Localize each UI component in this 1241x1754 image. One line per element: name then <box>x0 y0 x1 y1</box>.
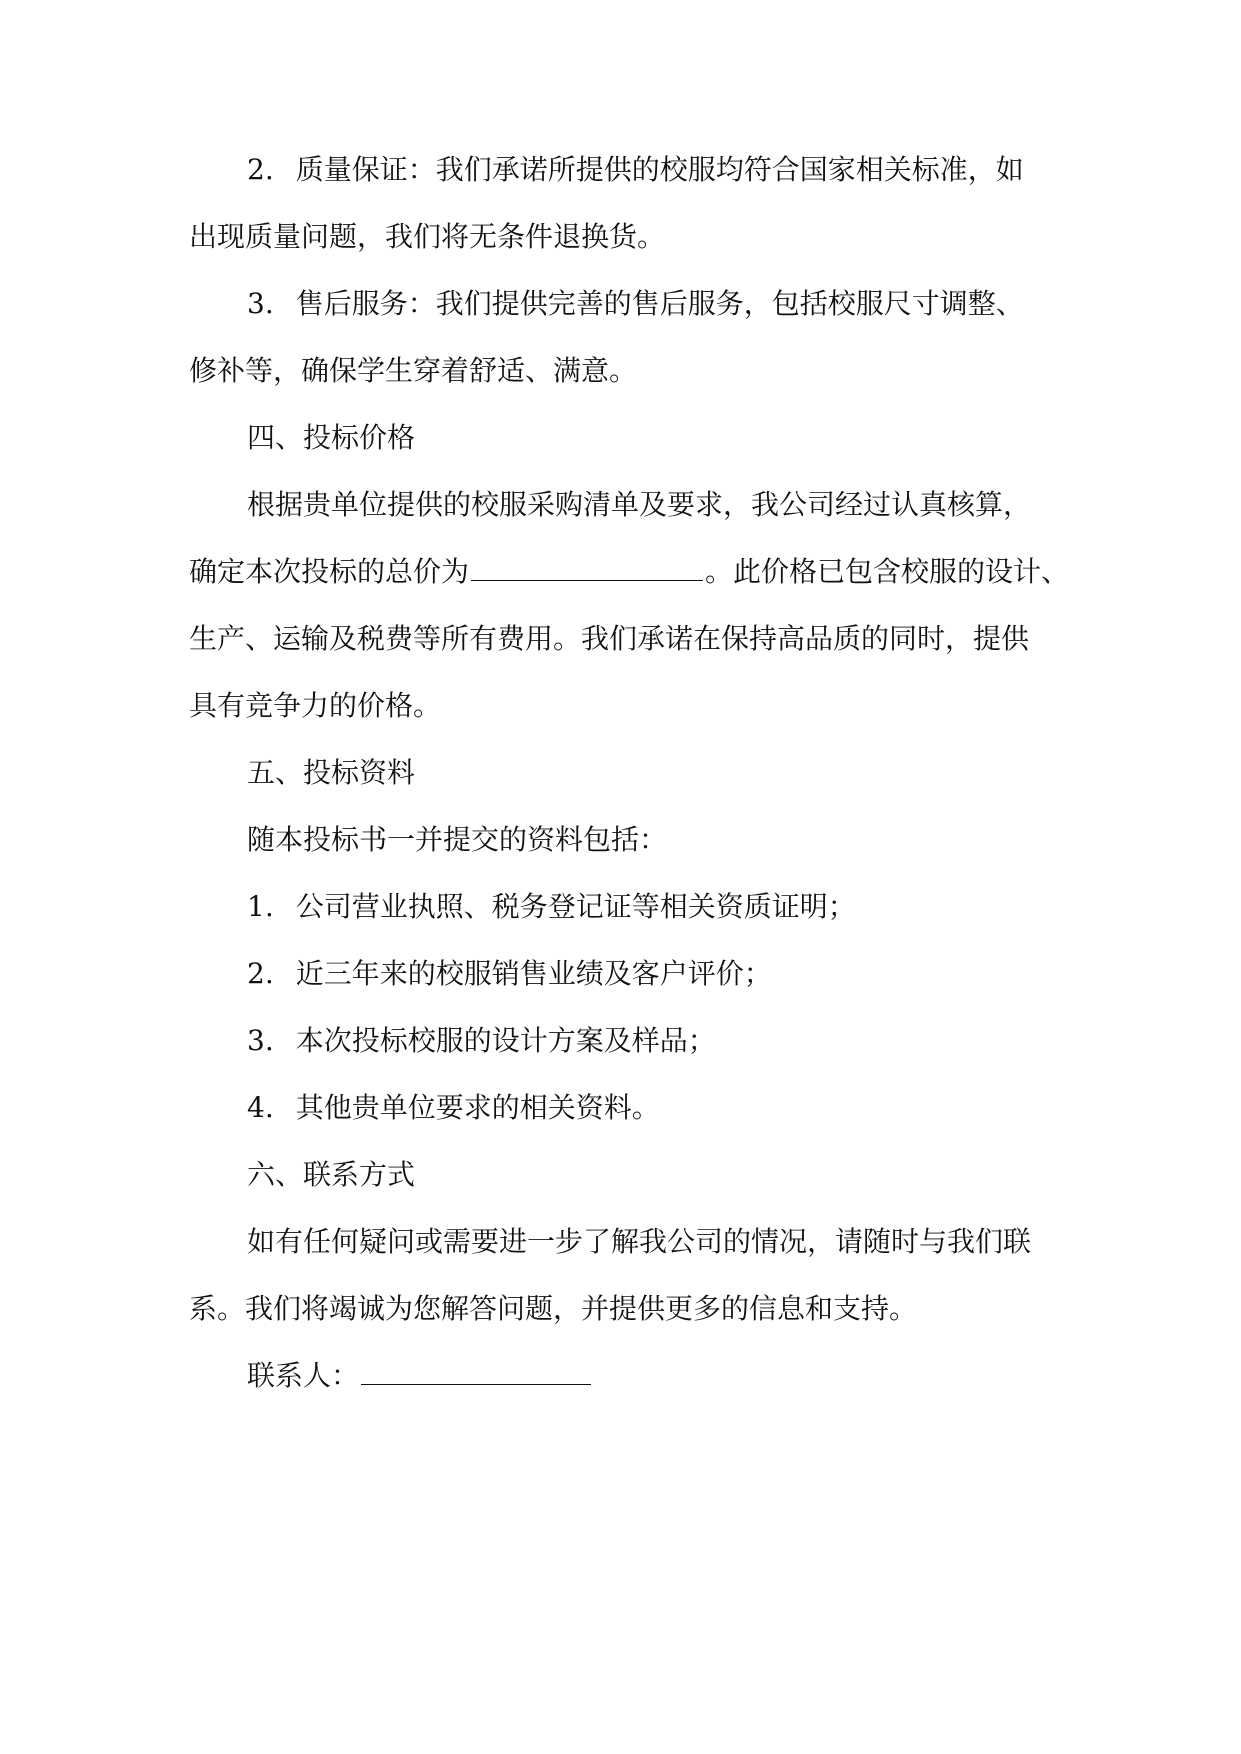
contact-paragraph-line-2: 系。我们将竭诚为您解答问题，并提供更多的信息和支持。 <box>189 1292 918 1325</box>
item-text: 其他贵单位要求的相关资料。 <box>295 1091 660 1124</box>
bid-price-line-3: 生产、运输及税费等所有费用。我们承诺在保持高品质的同时，提供 <box>189 622 1030 655</box>
item-number: 2. <box>247 153 274 186</box>
item-number: 4. <box>247 1091 274 1124</box>
contact-person-blank[interactable] <box>361 1360 591 1385</box>
bid-price-line-1: 根据贵单位提供的校服采购清单及要求，我公司经过认真核算， <box>247 488 1032 521</box>
list-item <box>247 1090 660 1126</box>
bid-price-text-after: 。此价格已包含校服的设计、 <box>705 555 1070 588</box>
list-item <box>247 1023 716 1059</box>
total-price-blank[interactable] <box>471 556 703 581</box>
item-text: 公司营业执照、税务登记证等相关资质证明； <box>295 890 856 923</box>
list-item <box>247 956 772 992</box>
item-text: 近三年来的校服销售业绩及客户评价； <box>295 957 772 990</box>
item-text: 售后服务：我们提供完善的售后服务，包括校服尺寸调整、 <box>295 287 1024 320</box>
item-number: 1. <box>247 890 274 923</box>
bid-materials-intro: 随本投标书一并提交的资料包括： <box>247 823 668 856</box>
section-heading-bid-materials: 五、投标资料 <box>247 756 416 789</box>
item-text: 本次投标校服的设计方案及样品； <box>295 1024 716 1057</box>
contact-person-label: 联系人： <box>247 1359 360 1392</box>
bid-price-line-4: 具有竞争力的价格。 <box>189 689 442 722</box>
after-sales-line-2: 修补等，确保学生穿着舒适、满意。 <box>189 354 638 387</box>
list-item <box>247 889 856 925</box>
item-text: 质量保证：我们承诺所提供的校服均符合国家相关标准，如 <box>295 153 1024 186</box>
contact-person-line <box>247 1358 593 1394</box>
contact-paragraph-line-1: 如有任何疑问或需要进一步了解我公司的情况，请随时与我们联 <box>247 1225 1032 1258</box>
bid-price-text-before: 确定本次投标的总价为 <box>189 555 470 588</box>
bid-price-line-2 <box>189 554 1069 590</box>
quality-guarantee-line-1 <box>247 152 1024 188</box>
section-heading-contact: 六、联系方式 <box>247 1158 416 1191</box>
section-heading-bid-price: 四、投标价格 <box>247 421 416 454</box>
quality-guarantee-line-2: 出现质量问题，我们将无条件退换货。 <box>189 220 666 253</box>
after-sales-line-1 <box>247 286 1024 322</box>
item-number: 2. <box>247 957 274 990</box>
item-number: 3. <box>247 287 274 320</box>
item-number: 3. <box>247 1024 274 1057</box>
